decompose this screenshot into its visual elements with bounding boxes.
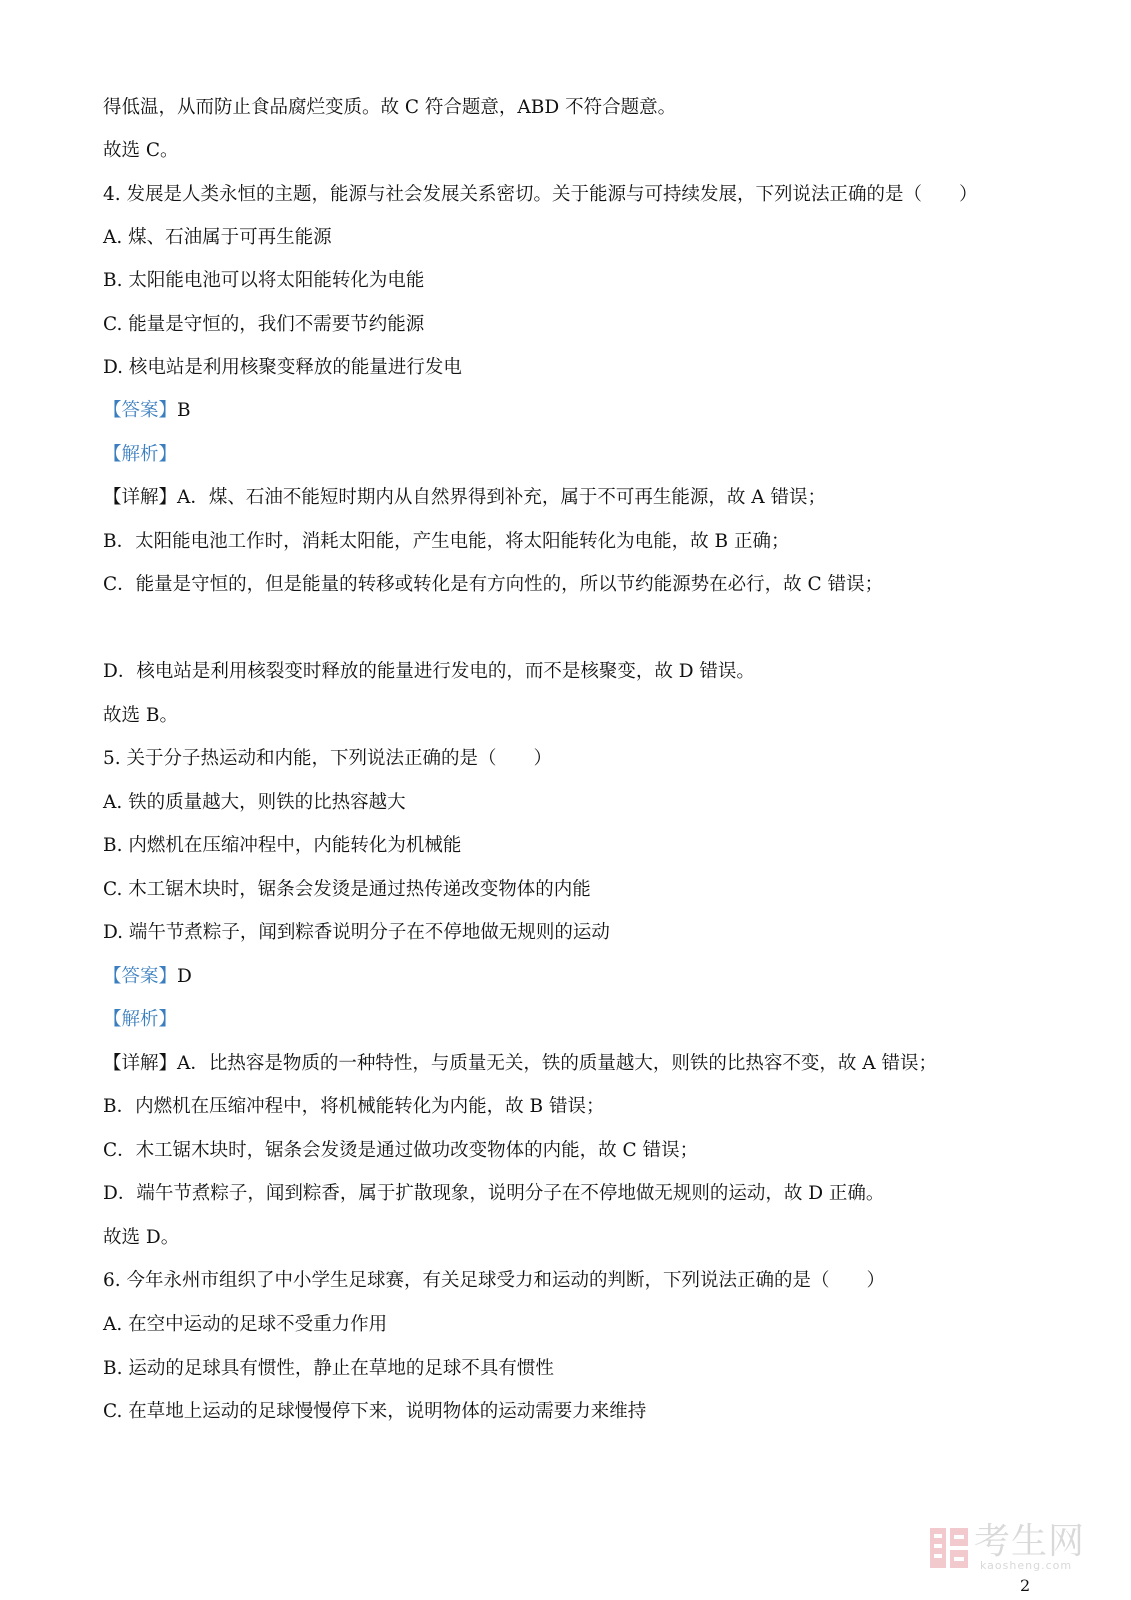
answer-tag: 【答案】 (103, 400, 178, 421)
kaosheng-logo-icon (928, 1526, 970, 1570)
detail-line: D．端午节煮粽子，闻到粽香，属于扩散现象，说明分子在不停地做无规则的运动，故 D 正确。 (103, 1183, 885, 1204)
detail-line (103, 486, 826, 510)
question-6: 6. 今年永州市组织了中小学生足球赛，有关足球受力和运动的判断，下列说法正确的是（ ） (103, 1270, 886, 1291)
question-5: 5. 关于分子热运动和内能，下列说法正确的是（ ） (103, 748, 553, 769)
detail-tag: 【详解】 (103, 487, 178, 508)
option-a: A. 在空中运动的足球不受重力作用 (103, 1314, 388, 1335)
answer-line (103, 399, 191, 423)
detail-line: C．木工锯木块时，锯条会发烫是通过做功改变物体的内能，故 C 错误； (103, 1140, 699, 1161)
detail-line (103, 1052, 937, 1076)
detail-line: B．内燃机在压缩冲程中，将机械能转化为内能，故 B 错误； (103, 1096, 605, 1117)
analysis-tag: 【解析】 (103, 1009, 178, 1030)
analysis-line (103, 1008, 177, 1032)
question-4: 4. 发展是人类永恒的主题，能源与社会发展关系密切。关于能源与可持续发展，下列说法正确的是（ ） (103, 184, 978, 205)
answer-value: B (177, 400, 191, 421)
option-d: D. 核电站是利用核聚变释放的能量进行发电 (103, 357, 462, 378)
text-line: 故选 C。 (103, 140, 179, 161)
detail-text: A．煤、石油不能短时期内从自然界得到补充，属于不可再生能源，故 A 错误； (177, 487, 827, 508)
option-a: A. 煤、石油属于可再生能源 (103, 227, 332, 248)
analysis-line (103, 443, 177, 467)
conclusion-line: 故选 D。 (103, 1227, 180, 1248)
analysis-tag: 【解析】 (103, 444, 178, 465)
detail-tag: 【详解】 (103, 1053, 178, 1074)
option-c: C. 木工锯木块时，锯条会发烫是通过热传递改变物体的内能 (103, 879, 591, 900)
watermark (928, 1520, 1108, 1576)
page-number: 2 (1020, 1576, 1031, 1595)
option-c: C. 能量是守恒的，我们不需要节约能源 (103, 314, 425, 335)
watermark-text: 考生网 (974, 1521, 1086, 1562)
option-d: D. 端午节煮粽子，闻到粽香说明分子在不停地做无规则的运动 (103, 922, 610, 943)
answer-tag: 【答案】 (103, 966, 178, 987)
conclusion-line: 故选 B。 (103, 705, 178, 726)
option-b: B. 内燃机在压缩冲程中，内能转化为机械能 (103, 835, 462, 856)
option-b: B. 运动的足球具有惯性，静止在草地的足球不具有惯性 (103, 1358, 554, 1379)
detail-line: D．核电站是利用核裂变时释放的能量进行发电的，而不是核聚变，故 D 错误。 (103, 661, 755, 682)
option-b: B. 太阳能电池可以将太阳能转化为电能 (103, 270, 425, 291)
detail-text: A．比热容是物质的一种特性，与质量无关，铁的质量越大，则铁的比热容不变，故 A 错误； (177, 1053, 938, 1074)
option-a: A. 铁的质量越大，则铁的比热容越大 (103, 792, 406, 813)
text-line: 得低温，从而防止食品腐烂变质。故 C 符合题意，ABD 不符合题意。 (103, 97, 677, 118)
watermark-url: kaosheng.com (980, 1559, 1073, 1572)
option-c: C. 在草地上运动的足球慢慢停下来，说明物体的运动需要力来维持 (103, 1401, 647, 1422)
detail-line: B．太阳能电池工作时，消耗太阳能，产生电能，将太阳能转化为电能，故 B 正确； (103, 531, 790, 552)
answer-line (103, 965, 192, 989)
answer-value: D (177, 966, 192, 987)
detail-line: C．能量是守恒的，但是能量的转移或转化是有方向性的，所以节约能源势在必行，故 C 错误； (103, 574, 884, 595)
